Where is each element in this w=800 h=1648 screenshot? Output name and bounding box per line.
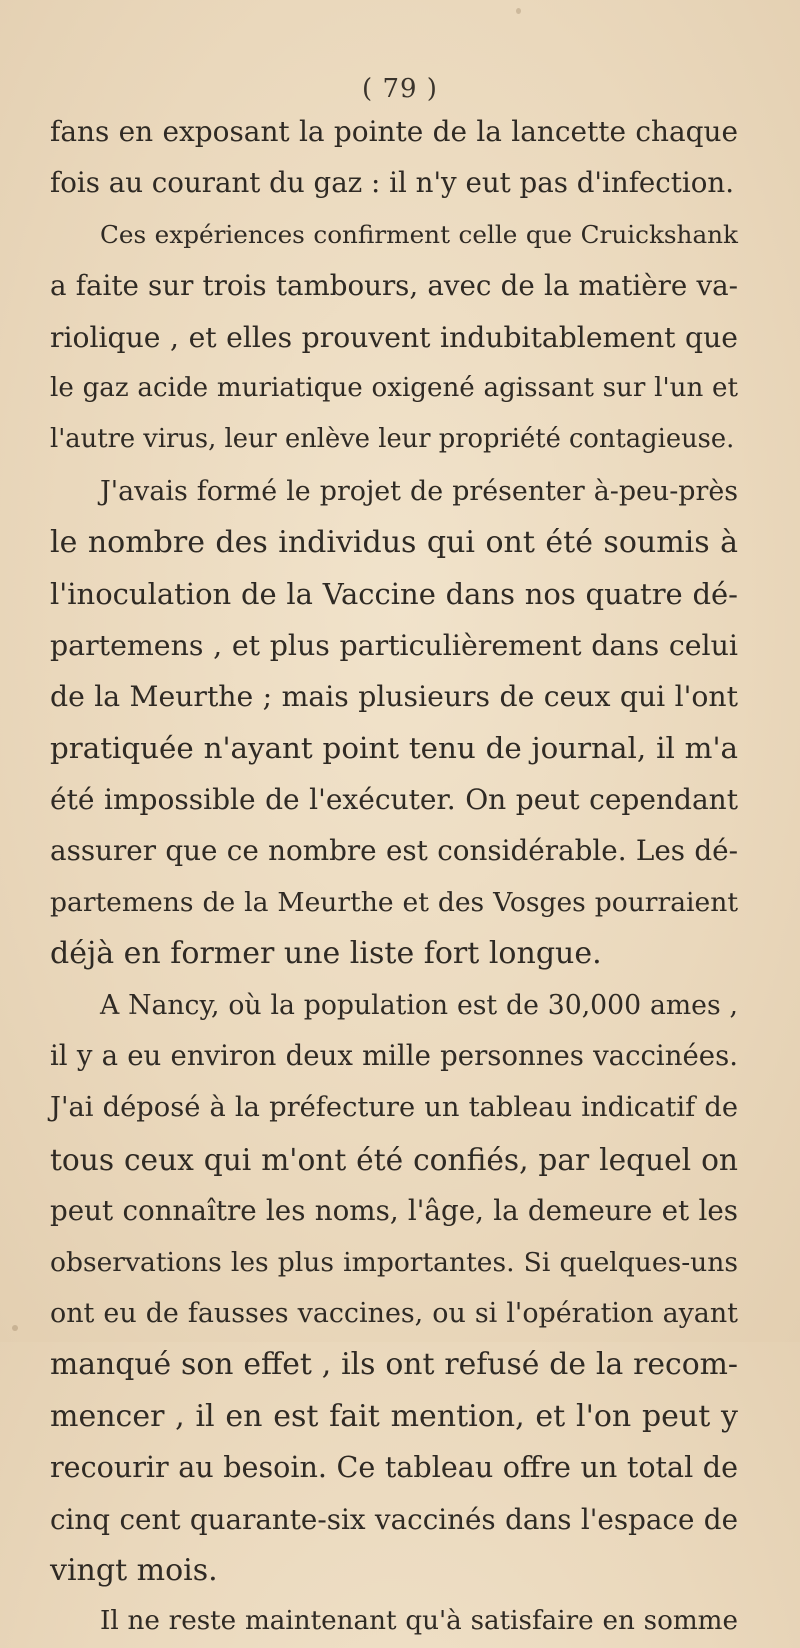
text-line: il y a eu environ deux mille personnes vaccinées. — [50, 1040, 738, 1073]
ink-speck — [516, 8, 521, 14]
text-line: partemens de la Meurthe et des Vosges pourraient — [50, 886, 738, 918]
text-line: vingt mois. — [50, 1552, 218, 1588]
text-line: le gaz acide muriatique oxigené agissant sur l'un et — [50, 372, 738, 403]
page-number: ( 79 ) — [362, 74, 438, 104]
text-line: recourir au besoin. Ce tableau offre un total de — [50, 1450, 738, 1485]
text-line: Il ne reste maintenant qu'à satisfaire en somme — [100, 1606, 738, 1637]
ink-speck — [12, 1325, 18, 1331]
text-line: été impossible de l'exécuter. On peut cependant — [50, 783, 738, 817]
text-line: fois au courant du gaz : il n'y eut pas d'infection. — [50, 166, 734, 200]
text-line: l'autre virus, leur enlève leur propriété contagieuse. — [50, 424, 735, 455]
text-line: peut connaître les noms, l'âge, la demeure et les — [50, 1194, 738, 1228]
text-line: Ces expériences confirment celle que Cruickshank — [100, 219, 738, 249]
text-line: mencer , il en est fait mention, et l'on peut y — [50, 1398, 738, 1434]
text-line: a faite sur trois tambours, avec de la matière va- — [50, 269, 738, 303]
text-line: de la Meurthe ; mais plusieurs de ceux qui l'ont — [50, 680, 738, 714]
text-line: l'inoculation de la Vaccine dans nos quatre dé- — [50, 576, 738, 611]
text-line: J'avais formé le projet de présenter à-peu-près — [100, 475, 738, 507]
text-line: partemens , et plus particulièrement dans celui — [50, 628, 738, 662]
text-line: manqué son effet , ils ont refusé de la recom- — [50, 1347, 738, 1383]
text-line: pratiquée n'ayant point tenu de journal, il m'a — [50, 730, 738, 765]
text-line: assurer que ce nombre est considérable. Les dé- — [50, 834, 738, 868]
body-text — [50, 106, 738, 1648]
text-line: fans en exposant la pointe de la lancette chaque — [50, 115, 738, 148]
text-line: déjà en former une liste fort longue. — [50, 936, 602, 972]
text-line: riolique , et elles prouvent indubitablement que — [50, 320, 738, 354]
text-line: observations les plus importantes. Si quelques-uns — [50, 1246, 738, 1278]
text-line: tous ceux qui m'ont été confiés, par lequel on — [50, 1141, 738, 1177]
text-line: ont eu de fausses vaccines, ou si l'opération ayant — [50, 1297, 738, 1329]
text-line: le nombre des individus qui ont été soumis à — [50, 525, 738, 561]
text-line: A Nancy, où la population est de 30,000 ames , — [100, 989, 738, 1021]
text-line: J'ai déposé à la préfecture un tableau indicatif de — [50, 1092, 738, 1124]
text-line: cinq cent quarante-six vaccinés dans l'espace de — [50, 1502, 738, 1536]
